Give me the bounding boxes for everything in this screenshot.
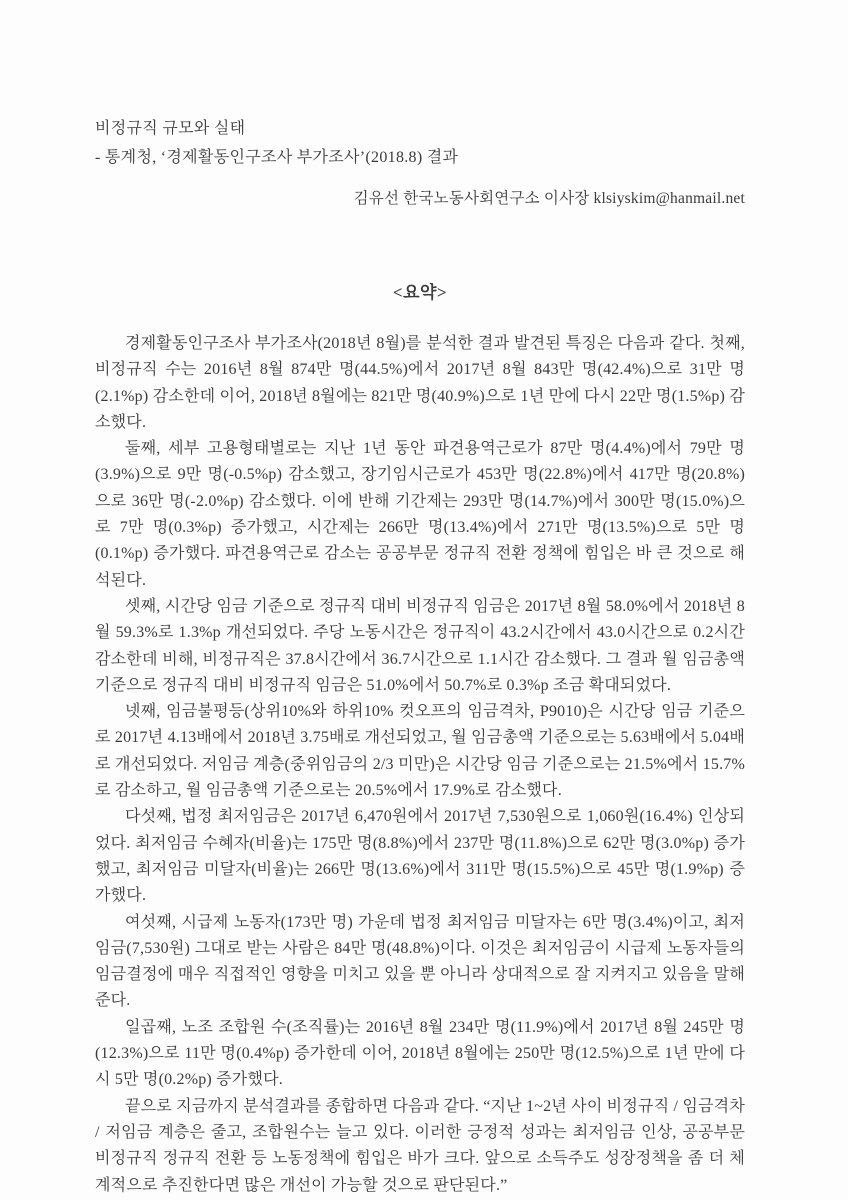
summary-body <box>95 331 745 1199</box>
summary-paragraph: 셋째, 시간당 임금 기준으로 정규직 대비 비정규직 임금은 2017년 8월 58.0%에서 2018년 8월 59.3%로 1.3%p 개선되었다. 주당 노동시간은 정규직이 43.2시간에서 43.0시간으로 0.2시간 감소한데 비해, 비정규직은 37.8시간에서 36.7시간으로 1.1시간 감소했다. 그 결과 월 임금총액 기준으로 정규직 대비 비정규직 임금은 51.0%에서 50.7%로 0.3%p 조금 확대되었다. <box>95 597 745 694</box>
page-title: 비정규직 규모와 실태 <box>95 120 246 137</box>
summary-paragraph: 넷째, 임금불평등(상위10%와 하위10% 컷오프의 임금격차, P9010)은 시간당 임금 기준으로 2017년 4.13배에서 2018년 3.75배로 개선되었고, 월 임금총액 기준으로는 5.63배에서 5.04배로 개선되었다. 저임금 계층(중위임금의 2/3 미만)은 시간당 임금 기준으로는 21.5%에서 15.7%로 감소하고, 월 임금총액 기준으로는 20.5%에서 17.9%로 감소했다. <box>95 703 745 800</box>
author-byline: 김유선 한국노동사회연구소 이사장 klsiyskim@hanmail.net <box>353 190 745 207</box>
summary-paragraph: 여섯째, 시급제 노동자(173만 명) 가운데 법정 최저임금 미달자는 6만 명(3.4%)이고, 최저임금(7,530원) 그대로 받는 사람은 84만 명(48.8%)이다. 이것은 최저임금이 시급제 노동자들의 임금결정에 매우 직접적인 영향을 미치고 있을 뿐 아니라 상대적으로 잘 지켜지고 있음을 말해준다. <box>95 913 745 1010</box>
summary-paragraph: 끝으로 지금까지 분석결과를 종합하면 다음과 같다. “지난 1~2년 사이 비정규직 / 임금격차 / 저임금 계층은 줄고, 조합원수는 늘고 있다. 이러한 긍정적 성과는 최저임금 인상, 공공부문 비정규직 정규직 전환 등 노동정책에 힘입은 바가 크다. 앞으로 소득주도 성장정책을 좀 더 체계적으로 추진한다면 많은 개선이 가능할 것으로 판단된다.” <box>95 1097 745 1194</box>
summary-paragraph: 일곱째, 노조 조합원 수(조직률)는 2016년 8월 234만 명(11.9%)에서 2017년 8월 245만 명(12.3%)으로 11만 명(0.4%p) 증가한데 이어, 2018년 8월에는 250만 명(12.5%)으로 1년 만에 다시 5만 명(0.2%p) 증가했다. <box>95 1018 745 1089</box>
summary-paragraph: 둘째, 세부 고용형태별로는 지난 1년 동안 파견용역근로가 87만 명(4.4%)에서 79만 명(3.9%)으로 9만 명(-0.5%p) 감소했고, 장기임시근로가 453만 명(22.8%)에서 417만 명(20.8%)으로 36만 명(-2.0%p) 감소했다. 이에 반해 기간제는 293만 명(14.7%)에서 300만 명(15.0%)으로 7만 명(0.3%p) 증가했고, 시간제는 266만 명(13.4%)에서 271만 명(13.5%)으로 5만 명(0.1%p) 증가했다. 파견용역근로 감소는 공공부문 정규직 전환 정책에 힘입은 바 큰 것으로 해석된다. <box>95 440 745 589</box>
summary-paragraph: 경제활동인구조사 부가조사(2018년 8월)를 분석한 결과 발견된 특징은 다음과 같다. 첫째, 비정규직 수는 2016년 8월 874만 명(44.5%)에서 2017년 8월 843만 명(42.4%)으로 31만 명(2.1%p) 감소한데 이어, 2018년 8월에는 821만 명(40.9%)으로 1년 만에 다시 22만 명(1.5%p) 감소했다. <box>95 335 745 431</box>
page-subtitle: - 통계청, ‘경제활동인구조사 부가조사’(2018.8) 결과 <box>95 149 459 166</box>
summary-paragraph: 다섯째, 법정 최저임금은 2017년 6,470원에서 2017년 7,530원으로 1,060원(16.4%) 인상되었다. 최저임금 수혜자(비율)는 175만 명(8.8%)에서 237만 명(11.8%)으로 62만 명(3.0%p) 증가했고, 최저임금 미달자(비율)는 266만 명(13.6%)에서 311만 명(15.5%)으로 45만 명(1.9%p) 증가했다. <box>95 808 745 905</box>
summary-heading: <요약> <box>392 283 448 302</box>
